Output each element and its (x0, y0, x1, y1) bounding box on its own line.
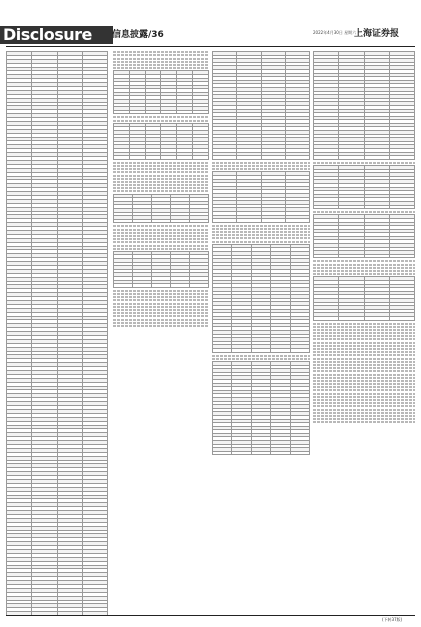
text-line (113, 248, 209, 250)
table-cell (314, 205, 339, 209)
table-row (314, 254, 415, 258)
table-row (114, 110, 209, 114)
table-cell (152, 219, 171, 223)
table-row (314, 316, 415, 320)
table-cell (171, 284, 190, 288)
text-line (113, 312, 209, 314)
text-line (313, 335, 415, 337)
table-cell (152, 284, 171, 288)
text-line (212, 237, 310, 239)
data-table (113, 123, 209, 160)
table-cell (213, 451, 232, 455)
text-line (113, 319, 209, 321)
text-line (313, 264, 415, 266)
text-line (113, 232, 209, 234)
text-line (113, 303, 209, 305)
text-line (313, 361, 415, 363)
text-line (313, 338, 415, 340)
text-line (113, 181, 209, 183)
text-line (113, 235, 209, 237)
text-line (212, 231, 310, 233)
text-line (113, 54, 209, 56)
text-line (113, 241, 209, 243)
text-line (212, 162, 310, 164)
text-line (313, 383, 415, 385)
text-line (313, 326, 415, 328)
table-row (213, 451, 310, 455)
text-line (313, 351, 415, 353)
table-cell (213, 156, 237, 160)
table-row (213, 219, 310, 223)
section-title: 信息披露/36 (112, 30, 164, 40)
paper-name: 上海证券报 (354, 29, 400, 39)
text-line (313, 396, 415, 398)
text-line (212, 165, 310, 167)
table-row (114, 284, 209, 288)
text-line (313, 270, 415, 272)
top-rule (6, 46, 415, 47)
text-line (313, 399, 415, 401)
data-table (313, 165, 415, 209)
text-line (313, 364, 415, 366)
table-cell (133, 219, 152, 223)
table-cell (389, 254, 414, 258)
table-cell (145, 156, 161, 160)
text-line (313, 412, 415, 414)
table-cell (82, 612, 107, 615)
column-1 (6, 50, 108, 615)
text-line (113, 290, 209, 292)
text-line (113, 309, 209, 311)
table-cell (271, 349, 290, 353)
data-table (212, 361, 310, 455)
text-line (113, 64, 209, 66)
bottom-rule (6, 615, 415, 616)
data-table (113, 194, 209, 224)
text-line (113, 58, 209, 60)
table-cell (57, 612, 82, 615)
table-row (314, 205, 415, 209)
text-line (113, 165, 209, 167)
table-row (213, 156, 310, 160)
table-cell (213, 219, 237, 223)
table-cell (271, 451, 290, 455)
table-cell (290, 451, 309, 455)
table-cell (114, 156, 130, 160)
masthead (0, 0, 421, 46)
table-row (213, 349, 310, 353)
table-cell (177, 110, 193, 114)
table-cell (389, 156, 414, 160)
text-line (113, 67, 209, 69)
table-cell (314, 254, 339, 258)
text-line (313, 380, 415, 382)
data-table (313, 276, 415, 320)
text-line (313, 393, 415, 395)
text-line (313, 421, 415, 423)
text-line (313, 348, 415, 350)
table-cell (285, 219, 309, 223)
data-table (212, 171, 310, 222)
text-line (313, 260, 415, 262)
date-line: 2022年4月30日 星期六 (313, 30, 357, 35)
table-cell (213, 349, 232, 353)
page-note: (下转37版) (382, 617, 403, 622)
table-cell (314, 316, 339, 320)
table-cell (339, 316, 364, 320)
data-table (113, 70, 209, 114)
table-cell (261, 219, 285, 223)
table-cell (7, 612, 32, 615)
text-line (113, 245, 209, 247)
table-cell (171, 219, 190, 223)
text-line (113, 238, 209, 240)
table-cell (161, 110, 177, 114)
table-row (7, 612, 108, 615)
table-cell (314, 156, 339, 160)
table-cell (129, 110, 145, 114)
table-cell (364, 156, 389, 160)
text-line (113, 299, 209, 301)
data-table (113, 251, 209, 288)
column-2 (113, 50, 209, 615)
text-line (113, 187, 209, 189)
text-line (313, 273, 415, 275)
holdings-table (6, 51, 108, 615)
text-line (313, 345, 415, 347)
text-line (313, 370, 415, 372)
text-line (313, 402, 415, 404)
text-line (313, 377, 415, 379)
text-line (113, 306, 209, 308)
table-cell (190, 219, 209, 223)
column-3 (212, 50, 310, 615)
text-line (212, 234, 310, 236)
text-line (113, 293, 209, 295)
text-line (313, 409, 415, 411)
text-line (113, 162, 209, 164)
table-row (114, 219, 209, 223)
table-cell (339, 205, 364, 209)
table-cell (364, 254, 389, 258)
table-cell (261, 156, 285, 160)
text-line (313, 354, 415, 356)
text-line (313, 211, 415, 213)
table-cell (193, 110, 209, 114)
text-line (212, 355, 310, 357)
text-line (113, 175, 209, 177)
text-line (212, 168, 310, 170)
text-line (113, 322, 209, 324)
text-line (113, 325, 209, 327)
text-line (313, 323, 415, 325)
table-cell (177, 156, 193, 160)
table-cell (364, 316, 389, 320)
table-cell (161, 156, 177, 160)
table-cell (389, 205, 414, 209)
table-cell (145, 110, 161, 114)
text-line (313, 367, 415, 369)
text-line (212, 358, 310, 360)
text-line (313, 374, 415, 376)
table-cell (389, 316, 414, 320)
text-line (313, 267, 415, 269)
table-cell (114, 110, 130, 114)
table-cell (290, 349, 309, 353)
data-table (313, 51, 415, 160)
table-cell (133, 284, 152, 288)
text-line (113, 184, 209, 186)
disclosure-wordmark: Disclosure (0, 26, 113, 44)
text-line (313, 358, 415, 360)
text-line (113, 171, 209, 173)
text-line (313, 415, 415, 417)
table-cell (190, 284, 209, 288)
text-line (212, 228, 310, 230)
table-cell (364, 205, 389, 209)
table-cell (114, 284, 133, 288)
text-line (113, 229, 209, 231)
text-line (313, 386, 415, 388)
text-line (313, 162, 415, 164)
text-line (113, 51, 209, 53)
table-row (314, 156, 415, 160)
table-cell (129, 156, 145, 160)
text-line (113, 225, 209, 227)
text-line (113, 315, 209, 317)
text-line (313, 405, 415, 407)
table-cell (237, 219, 261, 223)
table-cell (339, 254, 364, 258)
table-cell (251, 451, 270, 455)
table-cell (251, 349, 270, 353)
text-line (113, 178, 209, 180)
text-line (313, 389, 415, 391)
table-cell (114, 219, 133, 223)
text-line (113, 168, 209, 170)
text-line (212, 241, 310, 243)
table-cell (193, 156, 209, 160)
table-cell (232, 349, 251, 353)
column-4 (313, 50, 415, 615)
text-line (113, 116, 209, 118)
table-row (114, 156, 209, 160)
data-table (212, 244, 310, 353)
data-table (212, 51, 310, 160)
table-cell (32, 612, 57, 615)
text-line (113, 296, 209, 298)
text-line (113, 190, 209, 192)
table-cell (339, 156, 364, 160)
text-line (313, 342, 415, 344)
text-line (313, 332, 415, 334)
table-cell (237, 156, 261, 160)
text-line (313, 329, 415, 331)
text-line (313, 418, 415, 420)
text-line (113, 120, 209, 122)
data-table (313, 214, 415, 258)
text-line (212, 225, 310, 227)
text-line (113, 61, 209, 63)
table-cell (232, 451, 251, 455)
table-cell (285, 156, 309, 160)
